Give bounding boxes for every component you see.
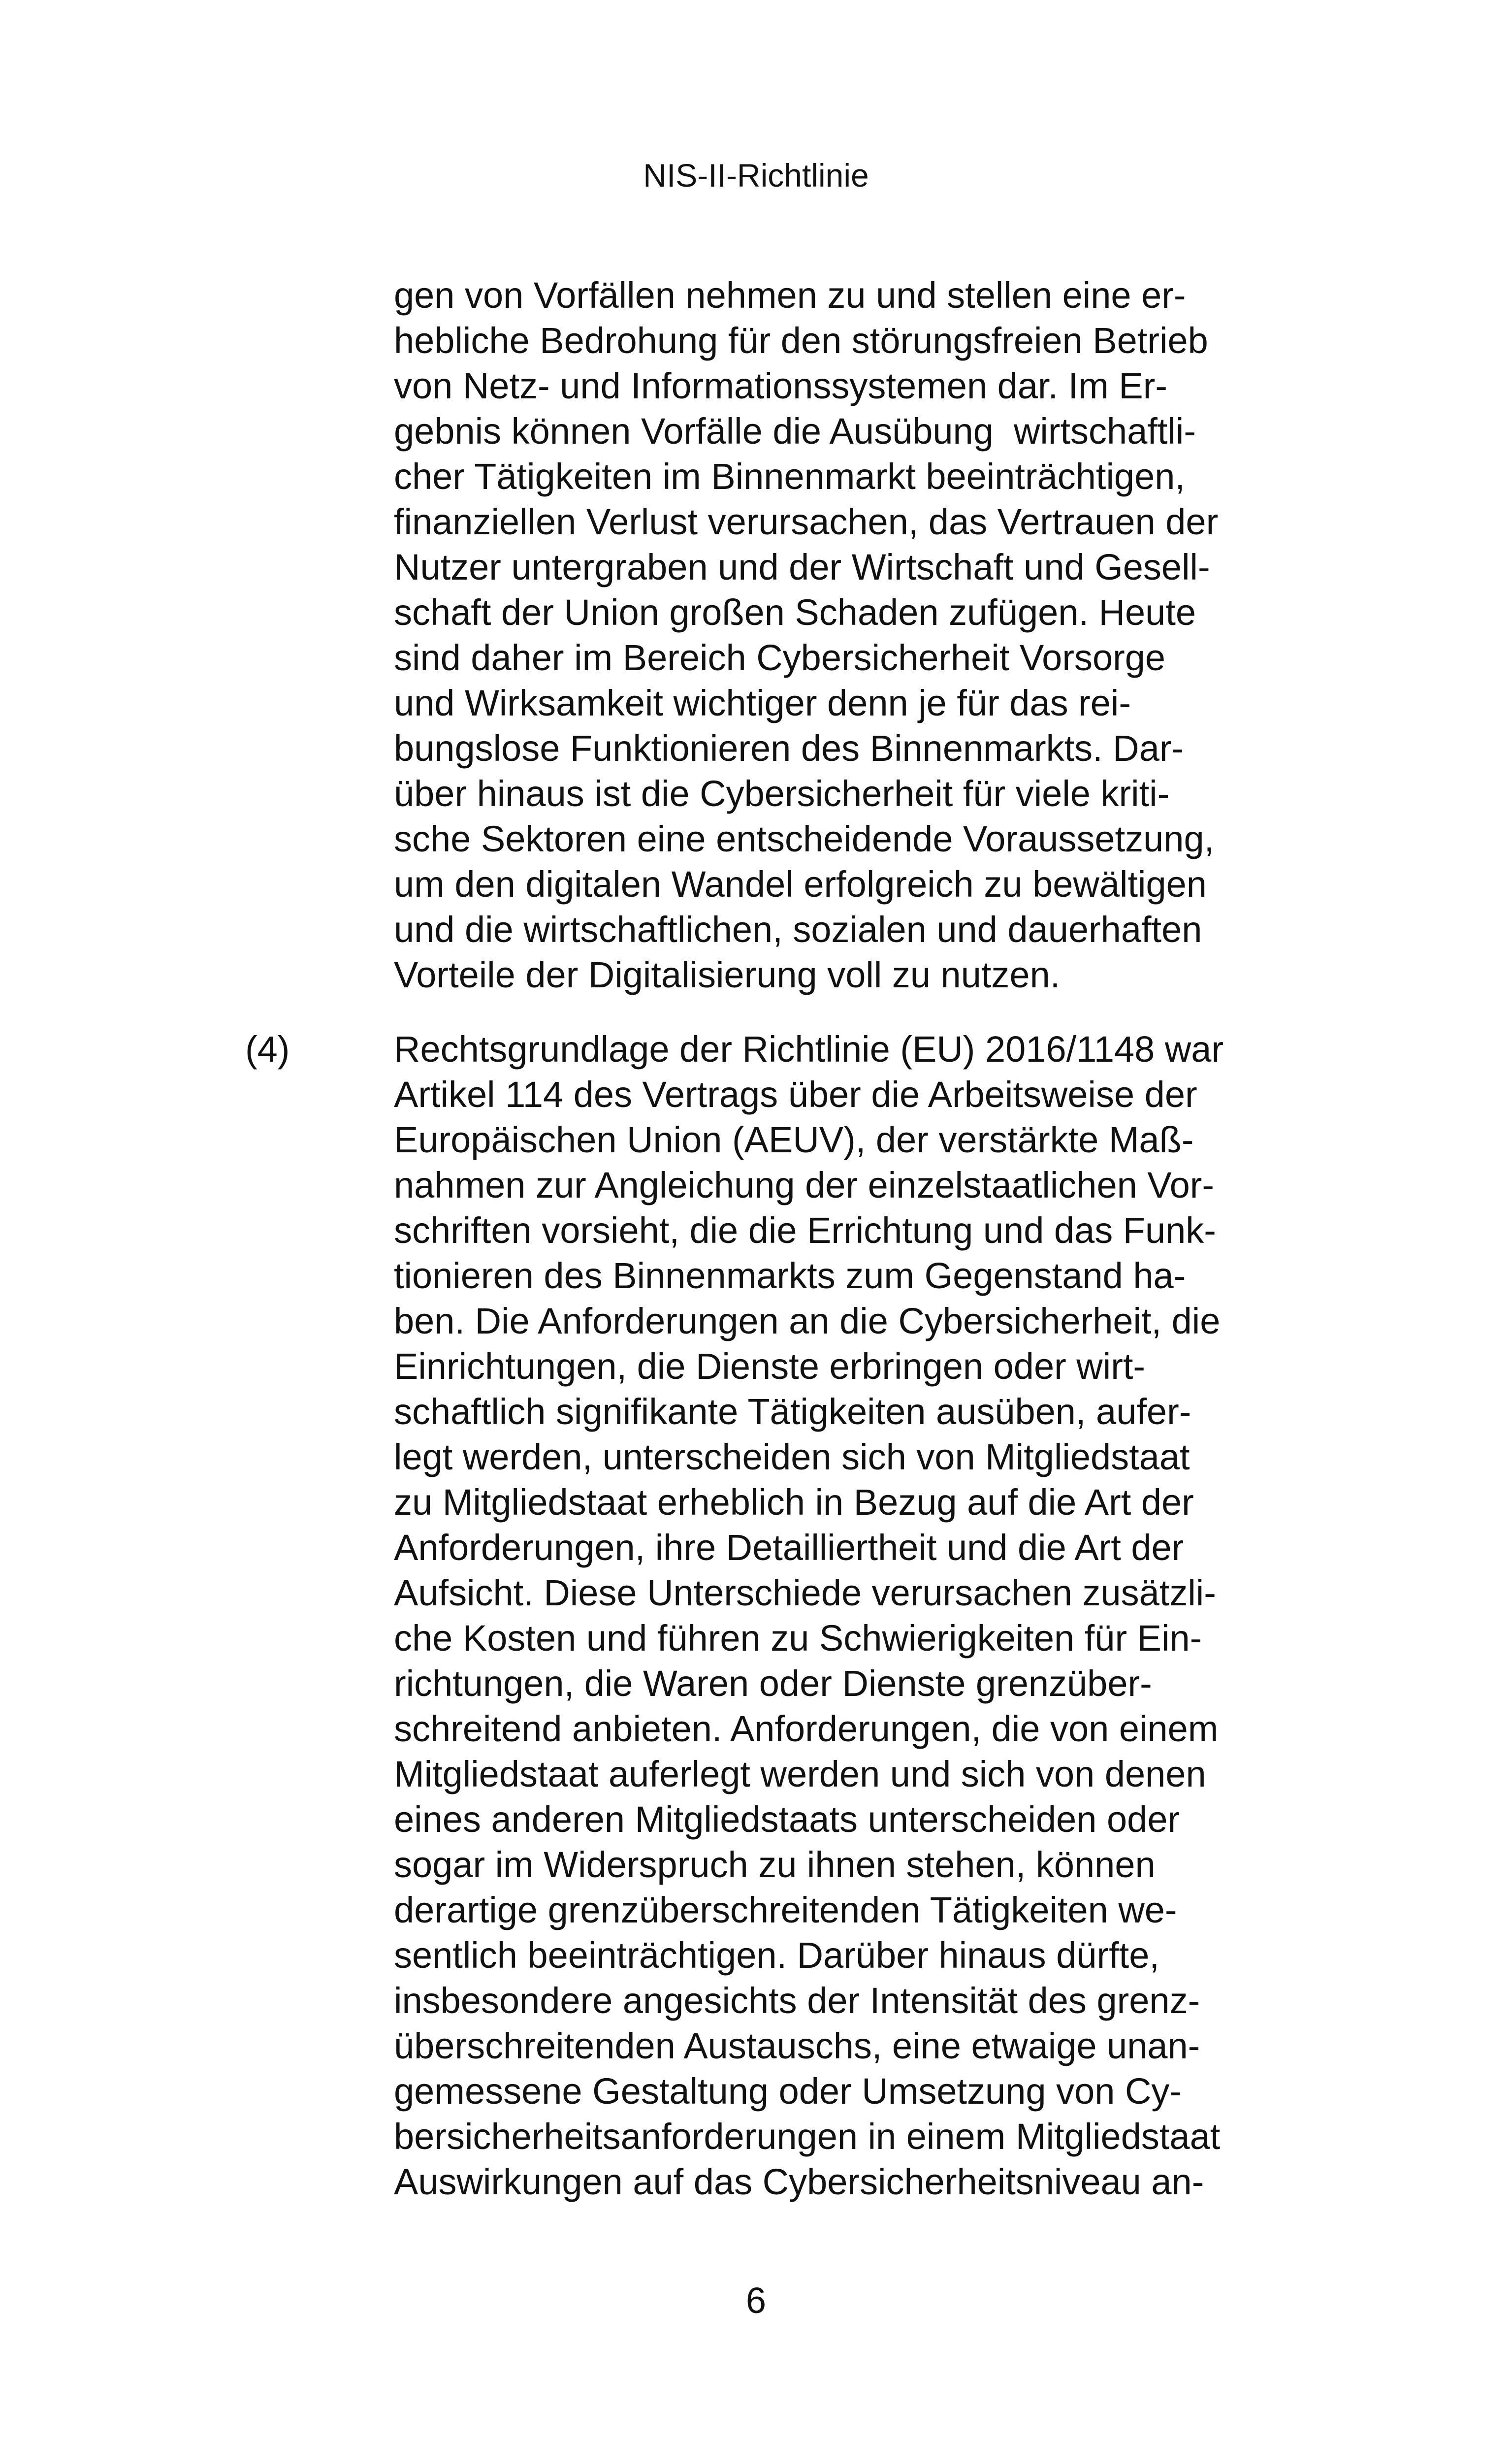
text-line: finanziellen Verlust verursachen, das Vertrauen der (394, 501, 1219, 542)
text-line: schaftlich signifikante Tätigkeiten ausüben, aufer- (394, 1391, 1191, 1432)
paragraph-4 (394, 1027, 1296, 2205)
text-line: von Netz- und Informationssystemen dar. Im Er- (394, 365, 1168, 406)
text-line: Rechtsgrundlage der Richtlinie (EU) 2016/1148 war (394, 1029, 1224, 1070)
text-line: bungslose Funktionieren des Binnenmarkts. Dar- (394, 728, 1184, 769)
text-line: insbesondere angesichts der Intensität des grenz- (394, 1980, 1200, 2021)
text-line: und Wirksamkeit wichtiger denn je für das rei- (394, 683, 1131, 723)
text-line: um den digitalen Wandel erfolgreich zu bewältigen (394, 864, 1207, 905)
text-line: legt werden, unterscheiden sich von Mitgliedstaat (394, 1436, 1190, 1477)
text-line: schaft der Union großen Schaden zufügen. Heute (394, 592, 1196, 633)
text-line: gemessene Gestaltung oder Umsetzung von Cy- (394, 2071, 1182, 2112)
text-line: und die wirtschaftlichen, sozialen und dauerhaften (394, 909, 1202, 950)
text-line: hebliche Bedrohung für den störungsfreien Betrieb (394, 320, 1208, 361)
text-line: tionieren des Binnenmarkts zum Gegenstand ha- (394, 1255, 1186, 1296)
text-line: cher Tätigkeiten im Binnenmarkt beeinträchtigen, (394, 456, 1185, 497)
text-line: bersicherheitsanforderungen in einem Mitgliedstaat (394, 2116, 1221, 2157)
text-line: Einrichtungen, die Dienste erbringen oder wirt- (394, 1346, 1146, 1387)
page-number: 6 (745, 2280, 767, 2321)
text-line: sind daher im Bereich Cybersicherheit Vorsorge (394, 637, 1166, 678)
text-line: Europäischen Union (AEUV), der verstärkte Maß- (394, 1119, 1194, 1160)
text-line: sche Sektoren eine entscheidende Voraussetzung, (394, 818, 1215, 859)
text-line: Nutzer untergraben und der Wirtschaft und Gesell- (394, 547, 1210, 587)
paragraph-continuation (394, 273, 1296, 998)
text-line: Anforderungen, ihre Detailliertheit und die Art der (394, 1527, 1184, 1568)
text-line: eines anderen Mitgliedstaats unterscheiden oder (394, 1799, 1180, 1840)
text-line: richtungen, die Waren oder Dienste grenzüber- (394, 1663, 1152, 1704)
text-line: gen von Vorfällen nehmen zu und stellen eine er- (394, 275, 1186, 316)
text-line: über hinaus ist die Cybersicherheit für viele kriti- (394, 773, 1170, 814)
text-line: sentlich beeinträchtigen. Darüber hinaus dürfte, (394, 1935, 1159, 1976)
paragraph-number: (4) (245, 1029, 290, 1070)
text-line: Mitgliedstaat auferlegt werden und sich von denen (394, 1754, 1206, 1794)
text-line: schreitend anbieten. Anforderungen, die von einem (394, 1708, 1219, 1749)
text-line: Aufsicht. Diese Unterschiede verursachen zusätzli- (394, 1572, 1216, 1613)
text-line: zu Mitgliedstaat erheblich in Bezug auf die Art der (394, 1482, 1194, 1523)
text-line: gebnis können Vorfälle die Ausübung wirtschaftli- (394, 411, 1196, 452)
text-line: Vorteile der Digitalisierung voll zu nutzen. (394, 954, 1061, 995)
text-line: schriften vorsieht, die die Errichtung und das Funk- (394, 1210, 1216, 1251)
text-line: ben. Die Anforderungen an die Cybersicherheit, die (394, 1301, 1221, 1341)
text-line: sogar im Widerspruch zu ihnen stehen, können (394, 1844, 1156, 1885)
text-line: nahmen zur Angleichung der einzelstaatlichen Vor- (394, 1165, 1215, 1205)
text-line: Auswirkungen auf das Cybersicherheitsniveau an- (394, 2161, 1204, 2202)
text-line: überschreitenden Austauschs, eine etwaige unan- (394, 2025, 1200, 2066)
text-line: che Kosten und führen zu Schwierigkeiten für Ein- (394, 1618, 1202, 1659)
text-line: Artikel 114 des Vertrags über die Arbeitsweise der (394, 1074, 1197, 1115)
text-line: derartige grenzüberschreitenden Tätigkeiten we- (394, 1889, 1177, 1930)
running-header: NIS-II-Richtlinie (643, 157, 869, 194)
